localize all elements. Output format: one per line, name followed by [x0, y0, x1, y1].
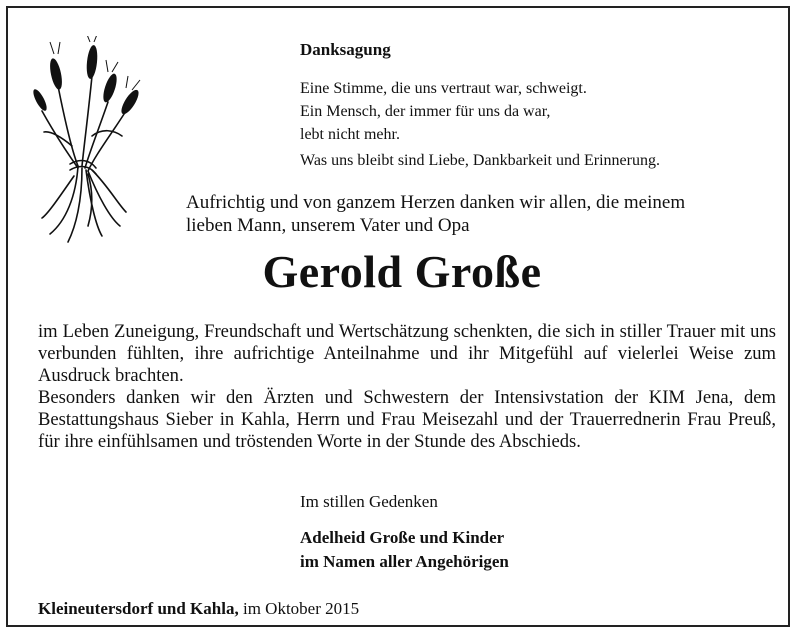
verse-line: lebt nicht mehr.: [300, 126, 400, 143]
wheat-bundle-icon: [30, 36, 150, 251]
date: im Oktober 2015: [242, 599, 360, 618]
obituary-notice: [6, 6, 790, 627]
thanks-body: [38, 321, 776, 453]
signer-line: im Namen aller Angehörigen: [300, 552, 509, 571]
intro-line: lieben Mann, unserem Vater und Opa: [186, 215, 470, 236]
signers: [300, 526, 509, 574]
notice-heading: Danksagung: [300, 40, 391, 59]
intro-line: Aufrichtig und von ganzem Herzen danken wir allen, die meinem: [186, 192, 686, 213]
verse-line: Was uns bleibt sind Liebe, Dankbarkeit und Erinnerung.: [300, 152, 660, 169]
body-paragraph: Besonders danken wir den Ärzten und Schwestern der Intensivstation der KIM Jena, dem Bestattungshaus Sieber in Kahla, Herrn und Frau Meisezahl und der Trauerrednerin Frau Preuß, für ihre einfühlsamen und tröstenden Worte in der Stunde des Abschieds.: [38, 387, 776, 452]
verse-line: Eine Stimme, die uns vertraut war, schweigt.: [300, 80, 587, 97]
place: Kleineutersdorf und Kahla,: [38, 599, 239, 618]
intro-text: [186, 191, 685, 237]
memory-line: Im stillen Gedenken: [300, 492, 438, 511]
deceased-name: Gerold Große: [262, 246, 542, 297]
body-paragraph: im Leben Zuneigung, Freundschaft und Wertschätzung schenkten, die sich in stiller Trauer mit uns verbunden fühlten, ihre aufrichtige Anteilnahme und ihr Mitgefühl auf vielerlei Weise zum Ausdruck brachten.: [38, 321, 776, 386]
signer-line: Adelheid Große und Kinder: [300, 528, 505, 547]
verse-line: Ein Mensch, der immer für uns da war,: [300, 103, 551, 120]
verse: [300, 77, 660, 172]
place-date: [38, 599, 359, 619]
